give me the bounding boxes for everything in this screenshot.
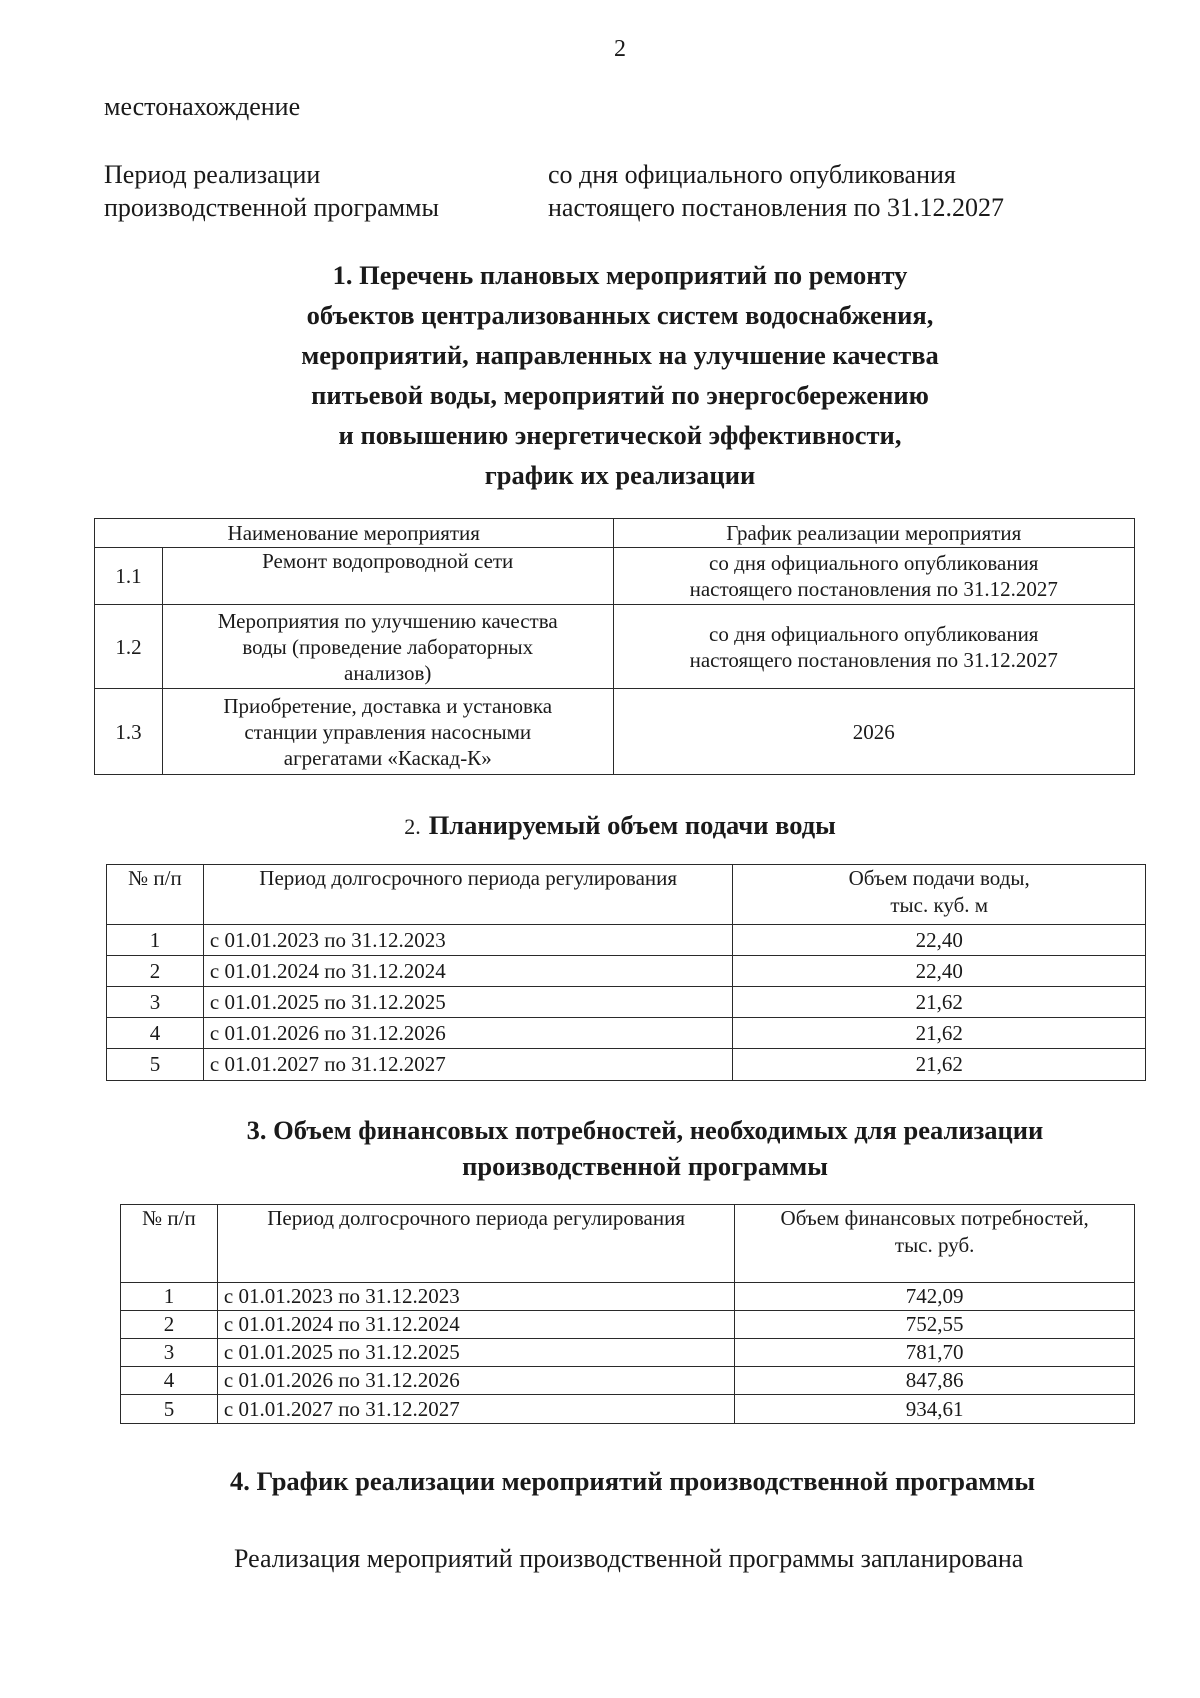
table-row [121, 1395, 1135, 1424]
row-value: 21,62 [733, 987, 1146, 1018]
row-num: 3 [121, 1339, 218, 1367]
period-value-line1: со дня официального опубликования [548, 160, 956, 189]
table-row [121, 1339, 1135, 1367]
header-value-line1: Объем финансовых потребностей, [780, 1206, 1089, 1230]
row-value: 21,62 [733, 1018, 1146, 1049]
row-period: с 01.01.2025 по 31.12.2025 [203, 987, 733, 1018]
row-period: с 01.01.2025 по 31.12.2025 [217, 1339, 734, 1367]
table-row [95, 548, 1135, 605]
row-num: 3 [107, 987, 204, 1018]
period-value-line2: настоящего постановления по 31.12.2027 [548, 193, 1004, 222]
header-value [735, 1205, 1135, 1283]
row-number: 1.1 [95, 548, 163, 605]
row-num: 1 [107, 925, 204, 956]
row-name [162, 689, 613, 775]
header-period: Период долгосрочного периода регулирования [217, 1205, 734, 1283]
section1-title-line: объектов централизованных систем водоснабжения, [306, 300, 934, 330]
header-name: Наименование мероприятия [95, 519, 614, 548]
period-value [548, 158, 1004, 224]
row-value: 781,70 [735, 1339, 1135, 1367]
row-period: с 01.01.2023 по 31.12.2023 [203, 925, 733, 956]
row-name-line: анализов) [344, 660, 432, 685]
table-row [107, 1049, 1146, 1081]
row-schedule [613, 548, 1134, 605]
row-schedule-line: со дня официального опубликования [709, 551, 1039, 575]
section2-title-text: Планируемый объем подачи воды [428, 810, 836, 840]
row-value: 22,40 [733, 956, 1146, 987]
header-num: № п/п [107, 865, 204, 925]
header-num: № п/п [121, 1205, 218, 1283]
period-label [104, 158, 439, 224]
row-period: с 01.01.2027 по 31.12.2027 [217, 1395, 734, 1424]
row-schedule-line: настоящего постановления по 31.12.2027 [689, 577, 1058, 601]
header-period: Период долгосрочного периода регулирования [203, 865, 733, 925]
section1-title [0, 255, 1200, 495]
row-num: 5 [107, 1049, 204, 1081]
row-name-line: воды (проведение лабораторных [242, 634, 534, 659]
header-value-line2: тыс. куб. м [890, 893, 989, 917]
financial-needs-table [120, 1204, 1135, 1424]
period-label-line1: Период реализации [104, 160, 321, 189]
row-name [162, 605, 613, 689]
row-num: 1 [121, 1283, 218, 1311]
table-row [107, 956, 1146, 987]
row-period: с 01.01.2026 по 31.12.2026 [203, 1018, 733, 1049]
section3-title-line1: 3. Объем финансовых потребностей, необходимых для реализации [246, 1115, 1044, 1145]
section1-title-line: питьевой воды, мероприятий по энергосбережению [311, 380, 929, 410]
row-value: 847,86 [735, 1367, 1135, 1395]
table-header-row [95, 519, 1135, 548]
table-row [121, 1367, 1135, 1395]
row-period: с 01.01.2026 по 31.12.2026 [217, 1367, 734, 1395]
period-label-line2: производственной программы [104, 193, 439, 222]
row-value: 22,40 [733, 925, 1146, 956]
row-num: 4 [121, 1367, 218, 1395]
header-value [733, 865, 1146, 925]
row-value: 742,09 [735, 1283, 1135, 1311]
section1-title-line: 1. Перечень плановых мероприятий по ремонту [332, 260, 908, 290]
page-number: 2 [614, 36, 626, 62]
table-header-row [107, 865, 1146, 925]
row-schedule-line: настоящего постановления по 31.12.2027 [689, 647, 1058, 672]
table-row [95, 689, 1135, 775]
water-supply-table [106, 864, 1146, 1081]
table-row [107, 925, 1146, 956]
section2-number: 2. [404, 814, 421, 839]
section1-title-line: мероприятий, направленных на улучшение качества [301, 340, 939, 370]
row-number: 1.2 [95, 605, 163, 689]
row-value: 934,61 [735, 1395, 1135, 1424]
row-period: с 01.01.2024 по 31.12.2024 [203, 956, 733, 987]
section1-title-line: и повышению энергетической эффективности, [338, 420, 902, 450]
section1-title-line: график их реализации [484, 460, 756, 490]
header-value-line2: тыс. руб. [894, 1233, 975, 1257]
row-period: с 01.01.2023 по 31.12.2023 [217, 1283, 734, 1311]
row-name-line: Ремонт водопроводной сети [262, 549, 514, 573]
header-value-line1: Объем подачи воды, [848, 866, 1030, 890]
table-row [121, 1283, 1135, 1311]
table-header-row [121, 1205, 1135, 1283]
row-name [162, 548, 613, 605]
row-period: с 01.01.2024 по 31.12.2024 [217, 1311, 734, 1339]
location-label: местонахождение [104, 92, 301, 121]
measures-table [94, 518, 1135, 775]
row-name-line: Мероприятия по улучшению качества [217, 608, 558, 633]
row-schedule [613, 689, 1134, 775]
row-value: 21,62 [733, 1049, 1146, 1081]
row-num: 2 [121, 1311, 218, 1339]
row-schedule-line: 2026 [852, 719, 895, 744]
section4-title: 4. График реализации мероприятий производственной программы [230, 1466, 1036, 1496]
row-period: с 01.01.2027 по 31.12.2027 [203, 1049, 733, 1081]
row-schedule-line: со дня официального опубликования [709, 621, 1039, 646]
row-name-line: агрегатами «Каскад-К» [283, 745, 492, 770]
row-num: 4 [107, 1018, 204, 1049]
row-num: 2 [107, 956, 204, 987]
table-row [107, 987, 1146, 1018]
header-schedule: График реализации мероприятия [613, 519, 1134, 548]
table-row [95, 605, 1135, 689]
section3-title [0, 1112, 1200, 1184]
row-name-line: Приобретение, доставка и установка [223, 693, 553, 718]
table-row [107, 1018, 1146, 1049]
row-schedule [613, 605, 1134, 689]
section3-title-line2: производственной программы [462, 1151, 828, 1181]
section4-body: Реализация мероприятий производственной программы запланирована [234, 1544, 1024, 1573]
table-row [121, 1311, 1135, 1339]
row-value: 752,55 [735, 1311, 1135, 1339]
row-number: 1.3 [95, 689, 163, 775]
section2-title [0, 810, 1200, 841]
row-num: 5 [121, 1395, 218, 1424]
row-name-line: станции управления насосными [244, 719, 532, 744]
